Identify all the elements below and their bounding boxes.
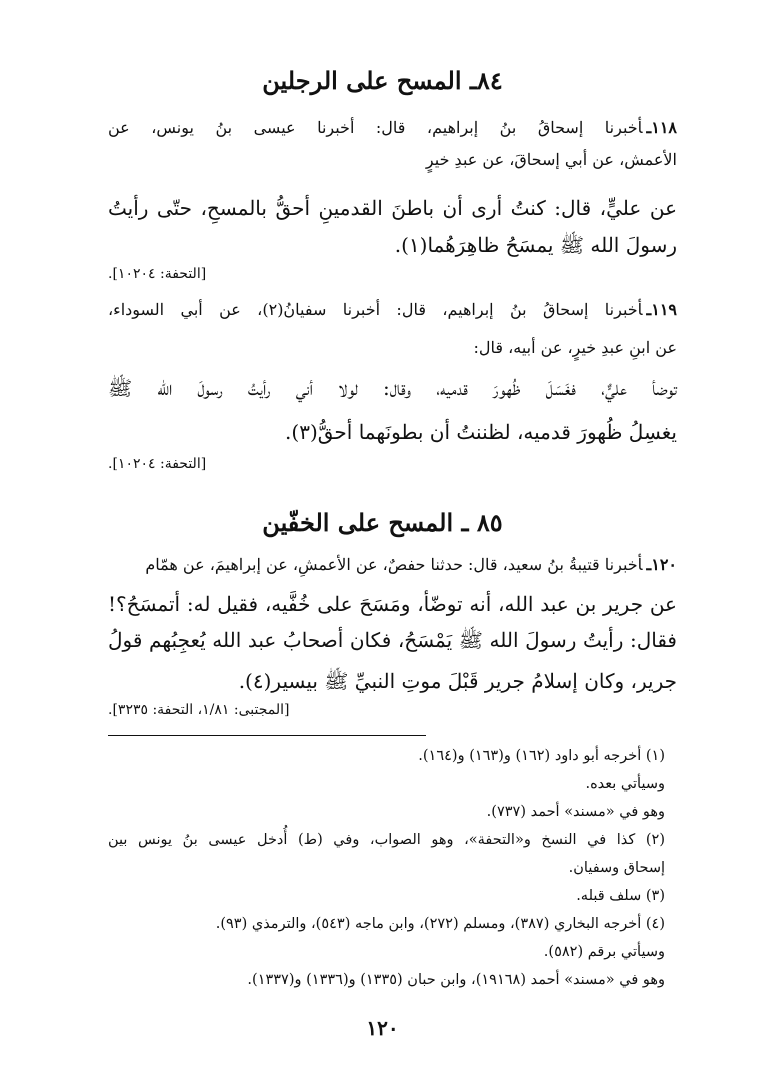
- hadith-118-text-1: أخبرنا إسحاقُ بنُ إبراهيم، قال: أخبرنا عيسى بنُ يونس، عن: [108, 118, 643, 137]
- hadith-118-line-4: رسولَ الله ﷺ يمسَحُ ظاهِرَهُما(١).: [394, 233, 677, 257]
- hadith-120-reference: [المجتبى: ١/٨١، التحفة: ٣٢٣٥].: [108, 702, 290, 718]
- hadith-120-line-2: عن جرير بن عبد الله، أنه توضّأ، ومَسَحَ على خُفَّيه، فقيل له: أتمسَحُ؟!: [108, 592, 677, 616]
- footnote-line: وهو في «مسند» أحمد (١٩١٦٨)، وابن حبان (١٣٣٥) و(١٣٣٦) و(١٣٣٧).: [247, 972, 665, 988]
- hadith-119-line-1: [108, 300, 677, 319]
- section-title-85: ٨٥ ـ المسح على الخفّين: [262, 508, 503, 537]
- hadith-118-reference: [التحفة: ١٠٢٠٤].: [108, 266, 207, 282]
- footnote-line: وسيأتي بعده.: [585, 776, 665, 792]
- footnote-line: (٤) أخرجه البخاري (٣٨٧)، ومسلم (٢٧٢)، وابن ماجه (٥٤٣)، والترمذي (٩٣).: [215, 916, 665, 932]
- footnote-divider: [108, 735, 426, 736]
- hadith-118-number: ١١٨ـ: [646, 118, 678, 137]
- hadith-119-text-1: أخبرنا إسحاقُ بنُ إبراهيم، قال: أخبرنا سفيانُ(٢)، عن أبي السوداء،: [108, 300, 643, 319]
- hadith-120-line-1: [108, 555, 677, 574]
- hadith-118-line-3: عن عليٍّ، قال: كنتُ أرى أن باطنَ القدمينِ أحقُّ بالمسحِ، حتّى رأيتُ: [108, 196, 677, 220]
- hadith-118-line-1: [108, 118, 677, 137]
- footnote-line: وسيأتي برقم (٥٨٢).: [543, 944, 665, 960]
- page-number: ١٢٠: [366, 1016, 399, 1040]
- hadith-119-reference: [التحفة: ١٠٢٠٤].: [108, 456, 207, 472]
- hadith-118-line-2: الأعمش، عن أبي إسحاقَ، عن عبدِ خيرٍ: [425, 150, 677, 169]
- section-title-84: ٨٤ـ المسح على الرجلين: [262, 66, 503, 95]
- footnote-line: وهو في «مسند» أحمد (٧٣٧).: [486, 804, 665, 820]
- hadith-120-line-4: جرير، وكان إسلامُ جرير قَبْلَ موتِ النبيِّ ﷺ بيسير(٤).: [238, 669, 677, 693]
- hadith-120-number: ١٢٠ـ: [646, 555, 677, 574]
- footnote-line: (٢) كذا في النسخ و«التحفة»، وهو الصواب، وفي (ط) أُدخل عيسى بنُ يونس بين: [108, 832, 665, 848]
- hadith-119-line-4: يغسِلُ ظُهورَ قدميه، لظننتُ أن بطونَهما أحقُّ(٣).: [285, 420, 677, 444]
- footnote-line: (٣) سلف قبله.: [576, 888, 665, 904]
- hadith-119-line-2: عن ابنِ عبدِ خيرٍ، عن أبيه، قال:: [473, 338, 677, 357]
- footnote-line: (١) أخرجه أبو داود (١٦٢) و(١٦٣) و(١٦٤).: [418, 748, 665, 764]
- hadith-120-text-1: أخبرنا قتيبةُ بنُ سعيد، قال: حدثنا حفصٌ، عن الأعمشِ، عن إبراهيمَ، عن همّام: [145, 555, 643, 574]
- hadith-119-number: ١١٩ـ: [646, 300, 678, 319]
- footnote-line: إسحاق وسفيان.: [568, 860, 665, 876]
- hadith-120-line-3: فقال: رأيتُ رسولَ الله ﷺ يَمْسَحُ، فكان أصحابُ عبد الله يُعجِبُهم قولُ: [108, 628, 677, 652]
- hadith-119-line-3: توضأ عليٌّ، فغَسَلَ ظُهورَ قدميه، وقال: لولا أني رأيتُ رسولَ الله ﷺ: [108, 376, 677, 400]
